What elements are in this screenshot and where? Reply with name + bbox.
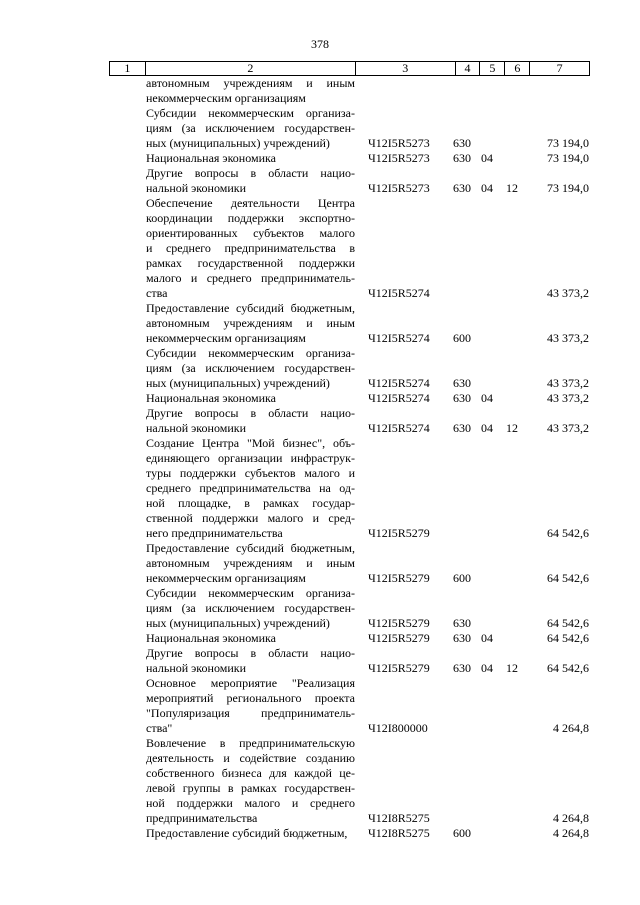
description-line: Национальная экономика <box>146 631 276 645</box>
table-row <box>0 541 640 586</box>
target-code: Ч12I5R5279 <box>368 616 430 630</box>
description-line: "Популяризация предприниматель- <box>146 706 355 720</box>
row-description <box>146 151 355 166</box>
row-description <box>146 736 355 826</box>
table-row <box>0 586 640 631</box>
expense-type: 600 <box>453 331 471 345</box>
page-number: 378 <box>311 37 329 51</box>
description-line: Национальная экономика <box>146 151 276 165</box>
section: 04 <box>481 421 493 435</box>
description-line: Субсидии некоммерческим организа- <box>146 346 355 360</box>
description-line: малого и среднего предприниматель- <box>146 271 355 285</box>
amount: 64 542,6 <box>547 526 589 540</box>
amount: 43 373,2 <box>547 391 589 405</box>
row-description <box>146 301 355 346</box>
description-line: Другие вопросы в области нацио- <box>146 406 355 420</box>
description-line: Предоставление субсидий бюджетным, <box>146 301 355 315</box>
expense-type: 630 <box>453 151 471 165</box>
description-line: Субсидии некоммерческим организа- <box>146 586 355 600</box>
header-col-3: 3 <box>356 62 456 75</box>
table-row <box>0 166 640 196</box>
row-description <box>146 676 355 736</box>
subsection: 12 <box>506 181 518 195</box>
description-line: автономным учреждениям и иным <box>146 556 355 570</box>
header-col-1: 1 <box>110 62 146 75</box>
expense-type: 630 <box>453 391 471 405</box>
description-line: ной площадке, в рамках государ- <box>146 496 355 510</box>
section: 04 <box>481 391 493 405</box>
row-description <box>146 586 355 631</box>
description-line: некоммерческим организациям <box>146 331 306 345</box>
description-line: Предоставление субсидий бюджетным, <box>146 541 355 555</box>
target-code: Ч12I5R5279 <box>368 571 430 585</box>
section: 04 <box>481 631 493 645</box>
table-body <box>0 76 640 841</box>
expense-type: 600 <box>453 826 471 840</box>
amount: 73 194,0 <box>547 151 589 165</box>
table-row <box>0 301 640 346</box>
description-line: ных (муниципальных) учреждений) <box>146 136 330 150</box>
description-line: и среднего предпринимательства в <box>146 241 355 255</box>
target-code: Ч12I5R5279 <box>368 661 430 675</box>
table-row <box>0 76 640 106</box>
amount: 64 542,6 <box>547 616 589 630</box>
subsection: 12 <box>506 421 518 435</box>
amount: 4 264,8 <box>553 721 589 735</box>
target-code: Ч12I5R5279 <box>368 526 430 540</box>
table-row <box>0 676 640 736</box>
table-row <box>0 346 640 391</box>
target-code: Ч12I800000 <box>368 721 428 735</box>
target-code: Ч12I5R5274 <box>368 286 430 300</box>
expense-type: 630 <box>453 661 471 675</box>
description-line: циям (за исключением государствен- <box>146 601 355 615</box>
description-line: Основное мероприятие "Реализация <box>146 676 355 690</box>
amount: 73 194,0 <box>547 136 589 150</box>
description-line: Вовлечение в предпринимательскую <box>146 736 355 750</box>
amount: 43 373,2 <box>547 376 589 390</box>
description-line: координации поддержки экспортно- <box>146 211 355 225</box>
description-line: туры поддержки субъектов малого и <box>146 466 355 480</box>
amount: 64 542,6 <box>547 571 589 585</box>
target-code: Ч12I5R5273 <box>368 181 430 195</box>
expense-type: 630 <box>453 376 471 390</box>
description-line: некоммерческим организациям <box>146 91 306 105</box>
description-line: рамках государственной поддержки <box>146 256 355 270</box>
row-description <box>146 631 355 646</box>
description-line: ства <box>146 286 168 300</box>
target-code: Ч12I5R5274 <box>368 331 430 345</box>
section: 04 <box>481 151 493 165</box>
row-description <box>146 391 355 406</box>
description-line: Национальная экономика <box>146 391 276 405</box>
row-description <box>146 166 355 196</box>
expense-type: 630 <box>453 631 471 645</box>
description-line: Предоставление субсидий бюджетным, <box>146 826 348 840</box>
description-line: Другие вопросы в области нацио- <box>146 166 355 180</box>
target-code: Ч12I5R5274 <box>368 376 430 390</box>
expense-type: 630 <box>453 181 471 195</box>
table-row <box>0 151 640 166</box>
description-line: ных (муниципальных) учреждений) <box>146 616 330 630</box>
description-line: некоммерческим организациям <box>146 571 306 585</box>
description-line: предпринимательства <box>146 811 258 825</box>
table-row <box>0 106 640 151</box>
description-line: левой группы в рамках государствен- <box>146 781 355 795</box>
amount: 64 542,6 <box>547 661 589 675</box>
table-row <box>0 196 640 301</box>
row-description <box>146 346 355 391</box>
header-col-5: 5 <box>480 62 505 75</box>
expense-type: 630 <box>453 616 471 630</box>
table-row <box>0 406 640 436</box>
target-code: Ч12I5R5274 <box>368 391 430 405</box>
description-line: Обеспечение деятельности Центра <box>146 196 355 210</box>
amount: 43 373,2 <box>547 331 589 345</box>
description-line: единяющего организации инфраструк- <box>146 451 355 465</box>
row-description <box>146 646 355 676</box>
description-line: него предпринимательства <box>146 526 283 540</box>
table-row <box>0 436 640 541</box>
target-code: Ч12I5R5273 <box>368 151 430 165</box>
subsection: 12 <box>506 661 518 675</box>
amount: 73 194,0 <box>547 181 589 195</box>
description-line: циям (за исключением государствен- <box>146 361 355 375</box>
amount: 4 264,8 <box>553 826 589 840</box>
description-line: автономным учреждениям и иным <box>146 76 355 90</box>
amount: 4 264,8 <box>553 811 589 825</box>
description-line: Создание Центра "Мой бизнес", объ- <box>146 436 355 450</box>
row-description <box>146 436 355 541</box>
target-code: Ч12I5R5273 <box>368 136 430 150</box>
target-code: Ч12I5R5279 <box>368 631 430 645</box>
description-line: циям (за исключением государствен- <box>146 121 355 135</box>
description-line: Субсидии некоммерческим организа- <box>146 106 355 120</box>
expense-type: 630 <box>453 136 471 150</box>
description-line: мероприятий регионального проекта <box>146 691 355 705</box>
table-header <box>109 61 590 76</box>
row-description <box>146 826 355 841</box>
description-line: деятельность и содействие созданию <box>146 751 355 765</box>
description-line: нальной экономики <box>146 181 246 195</box>
description-line: собственного бизнеса для каждой це- <box>146 766 355 780</box>
description-line: нальной экономики <box>146 421 246 435</box>
target-code: Ч12I5R5274 <box>368 421 430 435</box>
row-description <box>146 541 355 586</box>
header-col-2: 2 <box>146 62 356 75</box>
description-line: нальной экономики <box>146 661 246 675</box>
row-description <box>146 76 355 106</box>
description-line: среднего предпринимательства на од- <box>146 481 355 495</box>
expense-type: 630 <box>453 421 471 435</box>
expense-type: 600 <box>453 571 471 585</box>
description-line: ных (муниципальных) учреждений) <box>146 376 330 390</box>
table-row <box>0 631 640 646</box>
description-line: ства" <box>146 721 173 735</box>
header-col-4: 4 <box>456 62 481 75</box>
target-code: Ч12I8R5275 <box>368 826 430 840</box>
table-row <box>0 736 640 826</box>
description-line: Другие вопросы в области нацио- <box>146 646 355 660</box>
amount: 43 373,2 <box>547 286 589 300</box>
row-description <box>146 106 355 151</box>
section: 04 <box>481 181 493 195</box>
target-code: Ч12I8R5275 <box>368 811 430 825</box>
row-description <box>146 406 355 436</box>
section: 04 <box>481 661 493 675</box>
amount: 43 373,2 <box>547 421 589 435</box>
description-line: ориентированных субъектов малого <box>146 226 355 240</box>
table-row <box>0 646 640 676</box>
description-line: ственной поддержки малого и сред- <box>146 511 355 525</box>
description-line: автономным учреждениям и иным <box>146 316 355 330</box>
header-col-7: 7 <box>556 61 563 75</box>
description-line: ной поддержки малого и среднего <box>146 796 355 810</box>
table-row <box>0 826 640 841</box>
row-description <box>146 196 355 301</box>
table-row <box>0 391 640 406</box>
header-col-6: 6 <box>505 62 530 75</box>
amount: 64 542,6 <box>547 631 589 645</box>
